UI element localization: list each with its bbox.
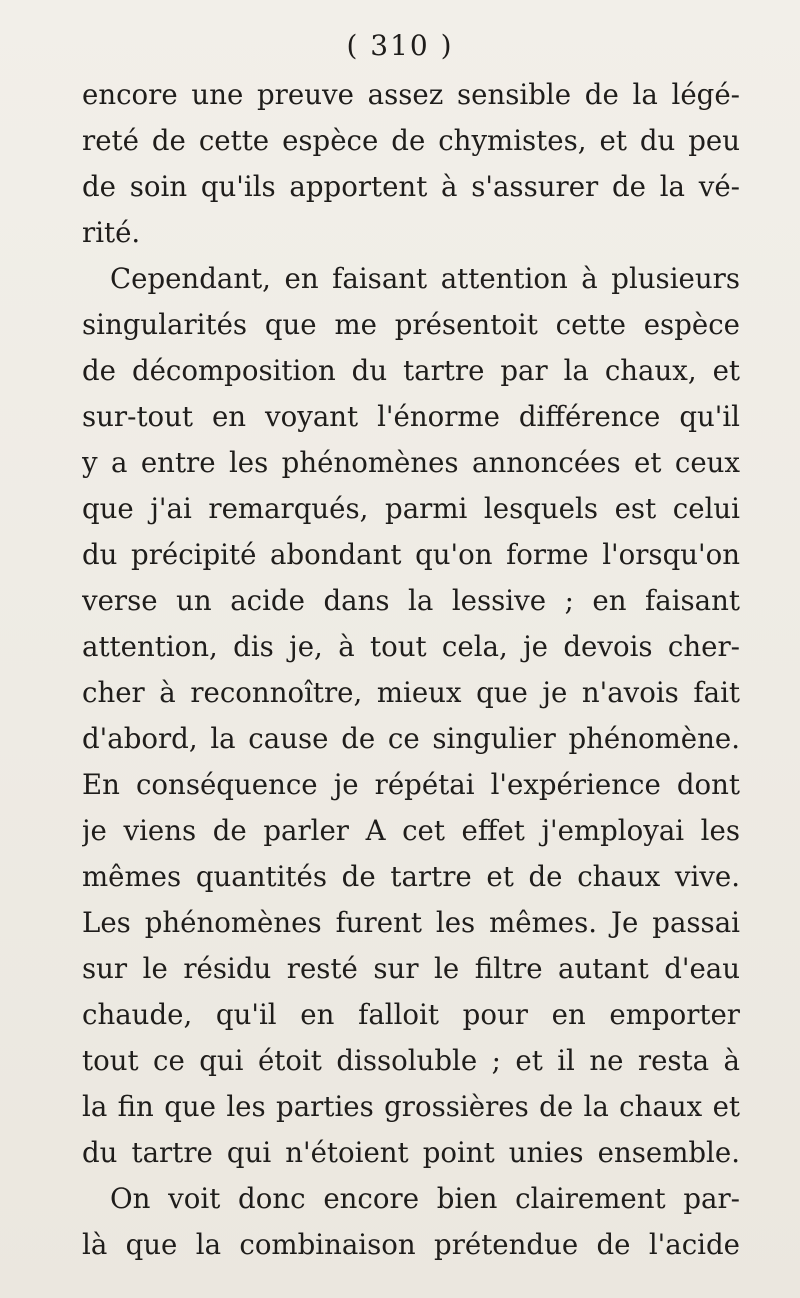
text-line: attention, dis je, à tout cela, je devois cher- bbox=[82, 630, 740, 663]
text-line: mêmes quantités de tartre et de chaux vive. bbox=[82, 860, 740, 893]
text-line: On voit donc encore bien clairement par- bbox=[110, 1182, 740, 1215]
text-line: que j'ai remarqués, parmi lesquels est celui bbox=[82, 492, 740, 525]
text-line: Les phénomènes furent les mêmes. Je passai bbox=[82, 906, 740, 939]
text-line: cher à reconnoître, mieux que je n'avois fait bbox=[82, 676, 740, 709]
text-line: là que la combinaison prétendue de l'acide bbox=[82, 1228, 740, 1261]
text-line: tout ce qui étoit dissoluble ; et il ne resta à bbox=[82, 1044, 740, 1077]
text-line: En conséquence je répétai l'expérience dont bbox=[82, 768, 740, 801]
text-line: chaude, qu'il en falloit pour en emporter bbox=[82, 998, 740, 1031]
text-line: y a entre les phénomènes annoncées et ceux bbox=[82, 446, 740, 479]
body-text bbox=[82, 72, 740, 1268]
text-line: je viens de parler A cet effet j'employai les bbox=[82, 814, 740, 847]
text-line: encore une preuve assez sensible de la légé- bbox=[82, 78, 740, 111]
text-line: du tartre qui n'étoient point unies ensemble. bbox=[82, 1136, 740, 1169]
text-line: singularités que me présentoit cette espèce bbox=[82, 308, 740, 341]
page-number: ( 310 ) bbox=[346, 29, 454, 62]
text-line: de soin qu'ils apportent à s'assurer de la vé- bbox=[82, 170, 740, 203]
text-line: reté de cette espèce de chymistes, et du peu bbox=[82, 124, 740, 157]
text-line: Cependant, en faisant attention à plusieurs bbox=[110, 262, 740, 295]
text-line: la fin que les parties grossières de la chaux et bbox=[82, 1090, 740, 1123]
text-line: sur le résidu resté sur le filtre autant d'eau bbox=[82, 952, 740, 985]
text-line: du précipité abondant qu'on forme l'orsqu'on bbox=[82, 538, 740, 571]
text-line: d'abord, la cause de ce singulier phénomène. bbox=[82, 722, 740, 755]
text-line: de décomposition du tartre par la chaux, et bbox=[82, 354, 740, 387]
text-line: rité. bbox=[82, 216, 141, 249]
text-line: verse un acide dans la lessive ; en faisant bbox=[82, 584, 740, 617]
text-line: sur-tout en voyant l'énorme différence qu'il bbox=[82, 400, 740, 433]
